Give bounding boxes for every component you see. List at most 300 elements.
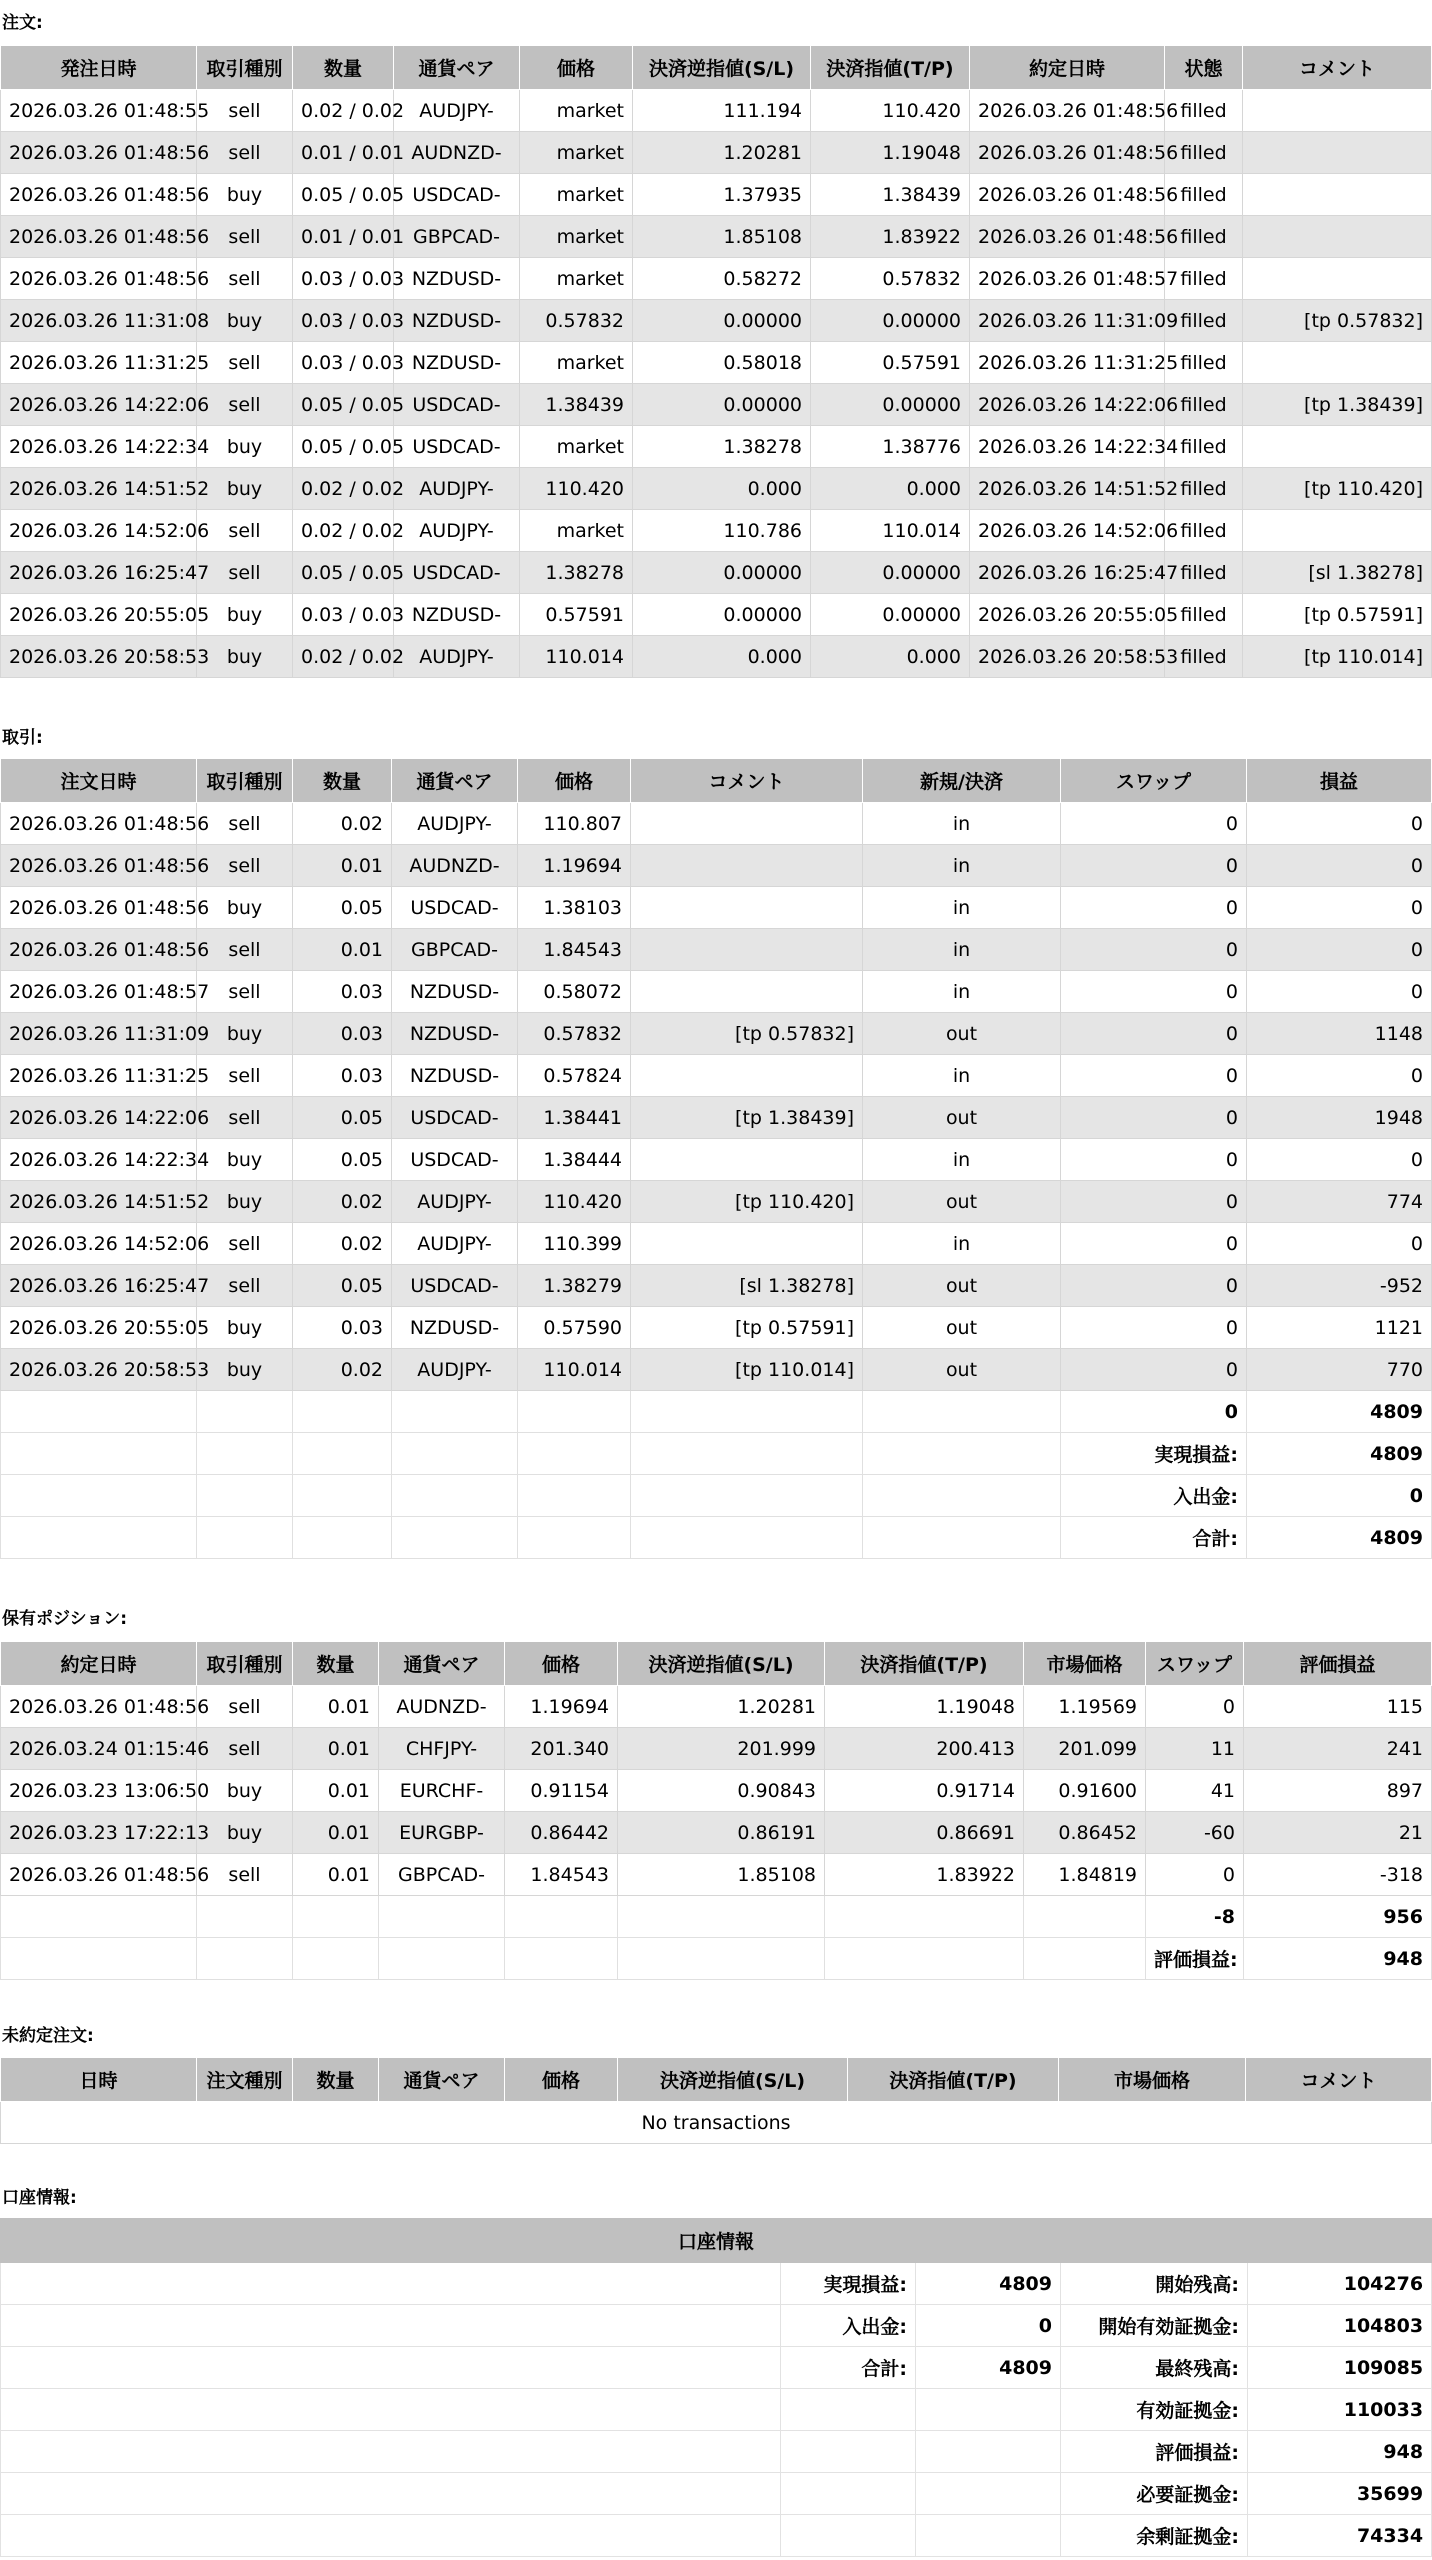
positions-row xyxy=(1,1854,1432,1896)
deals-cell xyxy=(631,1055,863,1097)
deals-sum-label: 合計: xyxy=(1061,1517,1247,1559)
deals-table xyxy=(0,758,1432,1559)
account-header: 口座情報 xyxy=(1,2219,1432,2263)
deals-cell: sell xyxy=(197,929,293,971)
orders-cell: 2026.03.26 11:31:09 xyxy=(970,300,1165,342)
orders-cell xyxy=(1243,132,1432,174)
orders-header-2: 数量 xyxy=(293,46,394,90)
positions-cell: 11 xyxy=(1146,1728,1244,1770)
deals-row xyxy=(1,887,1432,929)
positions-header-8: スワップ xyxy=(1146,1642,1244,1686)
orders-cell: buy xyxy=(197,594,293,636)
deals-cell: 0 xyxy=(1061,1055,1247,1097)
deals-cell: 2026.03.26 14:52:06 xyxy=(1,1223,197,1265)
deals-cell: 0.05 xyxy=(293,1265,392,1307)
deals-cell: sell xyxy=(197,971,293,1013)
orders-cell: filled xyxy=(1165,300,1243,342)
positions-row xyxy=(1,1770,1432,1812)
orders-cell: 2026.03.26 14:51:52 xyxy=(1,468,197,510)
deals-cell: 110.420 xyxy=(518,1181,631,1223)
positions-cell: 1.20281 xyxy=(618,1686,825,1728)
deals-cell: 0.03 xyxy=(293,1307,392,1349)
account-row xyxy=(1,2389,1432,2431)
orders-cell xyxy=(1243,342,1432,384)
account-row xyxy=(1,2473,1432,2515)
orders-cell: 110.014 xyxy=(520,636,633,678)
positions-cell: 0.91600 xyxy=(1024,1770,1146,1812)
orders-cell: USDCAD- xyxy=(394,384,520,426)
orders-cell: 0.02 / 0.02 xyxy=(293,510,394,552)
orders-header-7: 約定日時 xyxy=(970,46,1165,90)
deals-cell: 0 xyxy=(1061,929,1247,971)
positions-title: 保有ポジション: xyxy=(2,1609,128,1629)
deals-cell: 0 xyxy=(1061,1349,1247,1391)
orders-cell: 0.000 xyxy=(811,636,970,678)
orders-cell: market xyxy=(520,258,633,300)
positions-cell: 0.01 xyxy=(293,1854,379,1896)
orders-cell: 0.03 / 0.03 xyxy=(293,300,394,342)
positions-cell: sell xyxy=(197,1728,293,1770)
orders-cell xyxy=(1243,258,1432,300)
deals-cell: AUDJPY- xyxy=(392,803,518,845)
account-spacer xyxy=(1,2389,781,2431)
positions-cell: 0 xyxy=(1146,1686,1244,1728)
orders-cell: [tp 110.420] xyxy=(1243,468,1432,510)
orders-cell: 0.57591 xyxy=(811,342,970,384)
deals-header-1: 取引種別 xyxy=(197,759,293,803)
deals-cell: 0 xyxy=(1247,803,1432,845)
account-label: 評価損益: xyxy=(1061,2431,1248,2473)
positions-header-2: 数量 xyxy=(293,1642,379,1686)
deals-cell: 2026.03.26 20:58:53 xyxy=(1,1349,197,1391)
deals-header-0: 注文日時 xyxy=(1,759,197,803)
deals-cell: sell xyxy=(197,845,293,887)
orders-header-1: 取引種別 xyxy=(197,46,293,90)
deals-cell: [tp 1.38439] xyxy=(631,1097,863,1139)
orders-cell: 0.05 / 0.05 xyxy=(293,174,394,216)
orders-cell: 110.014 xyxy=(811,510,970,552)
pending-header-3: 通貨ペア xyxy=(379,2058,505,2102)
deals-cell: buy xyxy=(197,1307,293,1349)
orders-cell: buy xyxy=(197,300,293,342)
orders-cell: sell xyxy=(197,552,293,594)
positions-header-5: 決済逆指値(S/L) xyxy=(618,1642,825,1686)
deals-header-2: 数量 xyxy=(293,759,392,803)
deals-deposit-value: 0 xyxy=(1247,1475,1432,1517)
orders-cell: 2026.03.26 01:48:56 xyxy=(1,258,197,300)
orders-cell: 2026.03.26 14:52:06 xyxy=(1,510,197,552)
positions-cell: sell xyxy=(197,1854,293,1896)
deals-cell: 0.58072 xyxy=(518,971,631,1013)
orders-cell: 110.420 xyxy=(520,468,633,510)
positions-cell: -318 xyxy=(1244,1854,1432,1896)
deals-cell: 0 xyxy=(1061,845,1247,887)
deals-header-8: 損益 xyxy=(1247,759,1432,803)
positions-cell: 1.19048 xyxy=(825,1686,1024,1728)
deals-cell: [tp 110.014] xyxy=(631,1349,863,1391)
deals-cell: 0.05 xyxy=(293,1097,392,1139)
deals-cell: 0 xyxy=(1247,929,1432,971)
positions-cell: 1.84543 xyxy=(505,1854,618,1896)
deals-cell: 0.01 xyxy=(293,845,392,887)
account-row xyxy=(1,2263,1432,2305)
orders-cell: sell xyxy=(197,510,293,552)
deals-cell: [tp 0.57591] xyxy=(631,1307,863,1349)
deals-row xyxy=(1,1223,1432,1265)
deals-cell: buy xyxy=(197,1349,293,1391)
deals-header-3: 通貨ペア xyxy=(392,759,518,803)
deals-cell: NZDUSD- xyxy=(392,971,518,1013)
orders-cell: filled xyxy=(1165,594,1243,636)
deals-cell: 0 xyxy=(1061,1097,1247,1139)
positions-cell: 897 xyxy=(1244,1770,1432,1812)
orders-cell: 0.03 / 0.03 xyxy=(293,594,394,636)
deals-cell: in xyxy=(863,1223,1061,1265)
deals-cell: out xyxy=(863,1349,1061,1391)
account-value: 0 xyxy=(916,2305,1061,2347)
orders-cell: 2026.03.26 16:25:47 xyxy=(1,552,197,594)
deals-cell: 2026.03.26 14:22:06 xyxy=(1,1097,197,1139)
orders-cell: 2026.03.26 01:48:56 xyxy=(970,90,1165,132)
positions-cell: 0.90843 xyxy=(618,1770,825,1812)
positions-cell: 0.91154 xyxy=(505,1770,618,1812)
orders-cell: USDCAD- xyxy=(394,552,520,594)
orders-cell: AUDNZD- xyxy=(394,132,520,174)
account-row xyxy=(1,2515,1432,2557)
positions-cell: GBPCAD- xyxy=(379,1854,505,1896)
orders-cell: 1.20281 xyxy=(633,132,811,174)
orders-row xyxy=(1,300,1432,342)
deals-cell: in xyxy=(863,1139,1061,1181)
deals-sum-row xyxy=(1,1517,1432,1559)
positions-cell: 201.340 xyxy=(505,1728,618,1770)
deals-row xyxy=(1,1307,1432,1349)
account-row xyxy=(1,2431,1432,2473)
positions-cell: AUDNZD- xyxy=(379,1686,505,1728)
orders-cell: 1.37935 xyxy=(633,174,811,216)
orders-row xyxy=(1,342,1432,384)
positions-header-6: 決済指値(T/P) xyxy=(825,1642,1024,1686)
orders-cell: 2026.03.26 01:48:56 xyxy=(1,132,197,174)
orders-cell: 2026.03.26 11:31:08 xyxy=(1,300,197,342)
orders-cell: 2026.03.26 11:31:25 xyxy=(1,342,197,384)
orders-cell: buy xyxy=(197,426,293,468)
account-value xyxy=(916,2515,1061,2557)
orders-cell: 2026.03.26 14:22:34 xyxy=(970,426,1165,468)
deals-cell: 770 xyxy=(1247,1349,1432,1391)
account-label: 実現損益: xyxy=(781,2263,916,2305)
deals-cell: in xyxy=(863,1055,1061,1097)
account-label: 開始残高: xyxy=(1061,2263,1248,2305)
orders-cell: AUDJPY- xyxy=(394,468,520,510)
orders-cell: 0.00000 xyxy=(811,552,970,594)
deals-profit-total: 4809 xyxy=(1247,1391,1432,1433)
orders-row xyxy=(1,216,1432,258)
orders-cell: filled xyxy=(1165,636,1243,678)
account-spacer xyxy=(1,2473,781,2515)
orders-header-8: 状態 xyxy=(1165,46,1243,90)
deals-cell: 0.05 xyxy=(293,887,392,929)
deals-row xyxy=(1,1097,1432,1139)
positions-cell: 1.19694 xyxy=(505,1686,618,1728)
account-row xyxy=(1,2305,1432,2347)
account-spacer xyxy=(1,2305,781,2347)
account-label: 必要証拠金: xyxy=(1061,2473,1248,2515)
deals-cell: 1.38441 xyxy=(518,1097,631,1139)
deals-cell xyxy=(631,971,863,1013)
positions-cell: 0.91714 xyxy=(825,1770,1024,1812)
positions-cell: 241 xyxy=(1244,1728,1432,1770)
deals-header-5: コメント xyxy=(631,759,863,803)
deals-cell: 1.19694 xyxy=(518,845,631,887)
deals-cell: 1121 xyxy=(1247,1307,1432,1349)
deals-cell: buy xyxy=(197,1181,293,1223)
orders-cell: NZDUSD- xyxy=(394,258,520,300)
deals-cell: 0.02 xyxy=(293,1349,392,1391)
account-value: 104276 xyxy=(1248,2263,1432,2305)
orders-cell: [tp 1.38439] xyxy=(1243,384,1432,426)
deals-row xyxy=(1,1055,1432,1097)
orders-cell: 1.38439 xyxy=(520,384,633,426)
orders-cell: filled xyxy=(1165,132,1243,174)
pending-table xyxy=(0,2057,1432,2144)
positions-cell: 1.85108 xyxy=(618,1854,825,1896)
deals-realized-row xyxy=(1,1433,1432,1475)
positions-cell: 0.86452 xyxy=(1024,1812,1146,1854)
positions-header-7: 市場価格 xyxy=(1024,1642,1146,1686)
account-label: 最終残高: xyxy=(1061,2347,1248,2389)
orders-row xyxy=(1,594,1432,636)
deals-row xyxy=(1,1265,1432,1307)
orders-header-6: 決済指値(T/P) xyxy=(811,46,970,90)
positions-table xyxy=(0,1641,1432,1980)
positions-cell: 200.413 xyxy=(825,1728,1024,1770)
deals-cell: NZDUSD- xyxy=(392,1307,518,1349)
positions-floating-label: 評価損益: xyxy=(1146,1938,1244,1980)
positions-cell: 0 xyxy=(1146,1854,1244,1896)
deals-cell: in xyxy=(863,929,1061,971)
deals-cell: 1.38103 xyxy=(518,887,631,929)
account-label xyxy=(781,2515,916,2557)
orders-cell: 0.00000 xyxy=(633,552,811,594)
orders-header-4: 価格 xyxy=(520,46,633,90)
deals-cell: out xyxy=(863,1307,1061,1349)
deals-cell: USDCAD- xyxy=(392,1265,518,1307)
orders-cell: sell xyxy=(197,90,293,132)
deals-swap-total: 0 xyxy=(1061,1391,1247,1433)
orders-title: 注文: xyxy=(2,13,43,33)
orders-cell: 2026.03.26 01:48:56 xyxy=(970,216,1165,258)
account-value: 110033 xyxy=(1248,2389,1432,2431)
deals-cell: 2026.03.26 11:31:09 xyxy=(1,1013,197,1055)
orders-row xyxy=(1,258,1432,300)
deals-row xyxy=(1,1181,1432,1223)
deals-cell: NZDUSD- xyxy=(392,1055,518,1097)
positions-row xyxy=(1,1686,1432,1728)
deals-cell: sell xyxy=(197,1055,293,1097)
account-value: 109085 xyxy=(1248,2347,1432,2389)
positions-cell: 2026.03.26 01:48:56 xyxy=(1,1686,197,1728)
account-table xyxy=(0,2218,1432,2557)
deals-cell: 110.807 xyxy=(518,803,631,845)
deals-cell: AUDJPY- xyxy=(392,1223,518,1265)
orders-row xyxy=(1,384,1432,426)
deals-deposit-row xyxy=(1,1475,1432,1517)
orders-row xyxy=(1,510,1432,552)
orders-cell: 1.83922 xyxy=(811,216,970,258)
orders-cell: filled xyxy=(1165,384,1243,426)
orders-cell: 2026.03.26 01:48:56 xyxy=(1,216,197,258)
deals-cell: AUDJPY- xyxy=(392,1181,518,1223)
positions-header-3: 通貨ペア xyxy=(379,1642,505,1686)
deals-cell: in xyxy=(863,887,1061,929)
deals-cell: 0 xyxy=(1247,971,1432,1013)
deals-realized-label: 実現損益: xyxy=(1061,1433,1247,1475)
orders-cell: AUDJPY- xyxy=(394,636,520,678)
positions-cell: 1.84819 xyxy=(1024,1854,1146,1896)
orders-cell: filled xyxy=(1165,468,1243,510)
orders-cell: 0.58018 xyxy=(633,342,811,384)
account-title: 口座情報: xyxy=(2,2188,77,2208)
orders-cell: 0.02 / 0.02 xyxy=(293,468,394,510)
orders-cell: NZDUSD- xyxy=(394,594,520,636)
deals-cell: out xyxy=(863,1265,1061,1307)
deals-cell: in xyxy=(863,971,1061,1013)
deals-cell: 0.57824 xyxy=(518,1055,631,1097)
orders-cell xyxy=(1243,216,1432,258)
deals-cell: 0 xyxy=(1247,845,1432,887)
positions-cell: 41 xyxy=(1146,1770,1244,1812)
orders-cell: 2026.03.26 20:58:53 xyxy=(970,636,1165,678)
no-transactions-text: No transactions xyxy=(1,2102,1432,2144)
account-label: 入出金: xyxy=(781,2305,916,2347)
deals-cell: NZDUSD- xyxy=(392,1013,518,1055)
deals-cell: [tp 110.420] xyxy=(631,1181,863,1223)
deals-cell: in xyxy=(863,803,1061,845)
orders-cell: buy xyxy=(197,636,293,678)
account-value: 74334 xyxy=(1248,2515,1432,2557)
deals-cell: 0 xyxy=(1247,1223,1432,1265)
orders-cell: AUDJPY- xyxy=(394,510,520,552)
deals-cell: [sl 1.38278] xyxy=(631,1265,863,1307)
deals-row xyxy=(1,1139,1432,1181)
deals-cell: 0.01 xyxy=(293,929,392,971)
positions-header-9: 評価損益 xyxy=(1244,1642,1432,1686)
positions-cell: 1.83922 xyxy=(825,1854,1024,1896)
orders-cell: 2026.03.26 01:48:56 xyxy=(970,132,1165,174)
account-value: 4809 xyxy=(916,2263,1061,2305)
orders-row xyxy=(1,468,1432,510)
orders-cell: buy xyxy=(197,468,293,510)
account-row xyxy=(1,2347,1432,2389)
orders-cell: 2026.03.26 16:25:47 xyxy=(970,552,1165,594)
orders-cell: market xyxy=(520,426,633,468)
pending-header-0: 日時 xyxy=(1,2058,197,2102)
pending-empty-row xyxy=(1,2102,1432,2144)
orders-cell: filled xyxy=(1165,90,1243,132)
positions-cell: 0.86691 xyxy=(825,1812,1024,1854)
pending-title: 未約定注文: xyxy=(2,2026,94,2046)
orders-cell: 0.05 / 0.05 xyxy=(293,384,394,426)
orders-cell: 2026.03.26 14:22:34 xyxy=(1,426,197,468)
positions-cell: -60 xyxy=(1146,1812,1244,1854)
deals-cell: 2026.03.26 01:48:56 xyxy=(1,845,197,887)
deals-row xyxy=(1,803,1432,845)
deals-header-4: 価格 xyxy=(518,759,631,803)
deals-cell: 2026.03.26 01:48:57 xyxy=(1,971,197,1013)
deals-row xyxy=(1,1349,1432,1391)
orders-cell: GBPCAD- xyxy=(394,216,520,258)
deals-cell: 0.03 xyxy=(293,1055,392,1097)
deals-cell: buy xyxy=(197,1139,293,1181)
positions-row xyxy=(1,1728,1432,1770)
positions-cell: 0.01 xyxy=(293,1686,379,1728)
orders-cell: 0.00000 xyxy=(811,594,970,636)
deals-cell: 0 xyxy=(1061,971,1247,1013)
deals-cell: 0 xyxy=(1061,1013,1247,1055)
deals-header-6: 新規/決済 xyxy=(863,759,1061,803)
orders-cell: market xyxy=(520,174,633,216)
deals-cell: buy xyxy=(197,1013,293,1055)
orders-cell: 2026.03.26 01:48:56 xyxy=(970,174,1165,216)
deals-cell: 2026.03.26 01:48:56 xyxy=(1,929,197,971)
account-label xyxy=(781,2473,916,2515)
pending-header-2: 数量 xyxy=(293,2058,379,2102)
deals-cell: 0 xyxy=(1247,1055,1432,1097)
deals-cell: 0.57590 xyxy=(518,1307,631,1349)
deals-cell: 0 xyxy=(1061,1265,1247,1307)
deals-title: 取引: xyxy=(2,728,43,748)
deals-cell: 774 xyxy=(1247,1181,1432,1223)
orders-cell: 0.03 / 0.03 xyxy=(293,258,394,300)
positions-cell: buy xyxy=(197,1812,293,1854)
positions-swap-total: -8 xyxy=(1146,1896,1244,1938)
orders-cell: sell xyxy=(197,132,293,174)
deals-cell: 0 xyxy=(1247,887,1432,929)
deals-cell: 0.02 xyxy=(293,1181,392,1223)
orders-cell: AUDJPY- xyxy=(394,90,520,132)
account-value: 35699 xyxy=(1248,2473,1432,2515)
orders-cell xyxy=(1243,510,1432,552)
pending-header-7: 市場価格 xyxy=(1059,2058,1246,2102)
orders-cell: filled xyxy=(1165,552,1243,594)
orders-cell: sell xyxy=(197,216,293,258)
account-spacer xyxy=(1,2431,781,2473)
deals-row xyxy=(1,971,1432,1013)
deals-cell: USDCAD- xyxy=(392,1139,518,1181)
orders-header-9: コメント xyxy=(1243,46,1432,90)
deals-realized-value: 4809 xyxy=(1247,1433,1432,1475)
positions-cell: 115 xyxy=(1244,1686,1432,1728)
deals-cell: [tp 0.57832] xyxy=(631,1013,863,1055)
orders-cell: NZDUSD- xyxy=(394,300,520,342)
positions-cell: EURGBP- xyxy=(379,1812,505,1854)
positions-cell: 21 xyxy=(1244,1812,1432,1854)
orders-row xyxy=(1,636,1432,678)
orders-cell: 0.02 / 0.02 xyxy=(293,90,394,132)
orders-row xyxy=(1,132,1432,174)
orders-cell: 0.57591 xyxy=(520,594,633,636)
pending-header-6: 決済指値(T/P) xyxy=(848,2058,1059,2102)
orders-cell: sell xyxy=(197,258,293,300)
account-label: 合計: xyxy=(781,2347,916,2389)
positions-cell: EURCHF- xyxy=(379,1770,505,1812)
orders-cell: [tp 0.57832] xyxy=(1243,300,1432,342)
orders-cell: 111.194 xyxy=(633,90,811,132)
orders-cell: market xyxy=(520,132,633,174)
positions-cell: 0.01 xyxy=(293,1812,379,1854)
orders-cell: 1.38278 xyxy=(633,426,811,468)
